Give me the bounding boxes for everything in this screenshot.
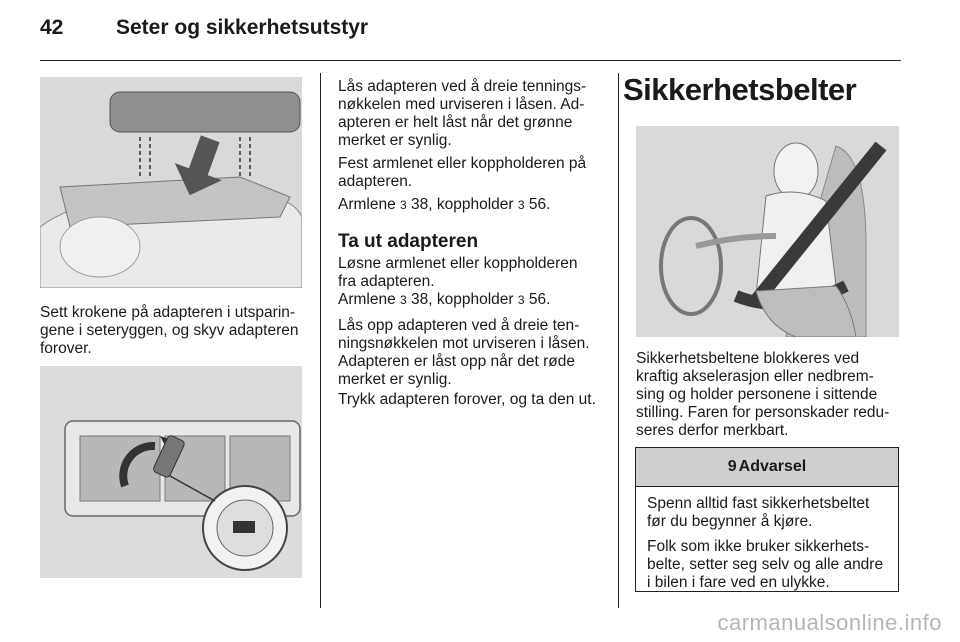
text-line: gene i seteryggen, og skyv adapteren [40,322,299,339]
watermark: carmanualsonline.info [717,610,942,635]
key-lock-illustration [40,366,302,578]
warning-icon: 9 [727,458,737,475]
text-line: merket er synlig. [338,371,452,388]
subheading-remove-adapter: Ta ut adapteren [338,231,479,252]
text-line: Lås opp adapteren ved å dreie ten- [338,317,580,334]
paragraph-seatbelt-intro [636,350,889,440]
paragraph-unlock-adapter [338,317,590,389]
column-divider-1 [320,73,321,608]
text-line: ningsnøkkelen mot urviseren i låsen. [338,335,590,352]
text-line: Spenn alltid fast sikkerhetsbeltet [647,495,870,512]
warning-header [636,448,898,487]
text-line: Fest armlenet eller koppholderen på [338,155,587,172]
text-line: Sett krokene på adapteren i utsparin- [40,304,296,321]
text-line: Folk som ikke bruker sikkerhets- [647,538,870,555]
section-heading-seat-belts: Sikkerhetsbelter [623,72,857,107]
text-line: belte, setter seg selv og alle andre [647,556,884,573]
text-fragment: 38, koppholder [406,291,518,308]
page-reference-icon: 3 [400,198,407,212]
column-divider-2 [618,73,619,608]
warning-paragraph [647,538,890,592]
text-line: før du begynner å kjøre. [647,513,813,530]
text-line: Lås adapteren ved å dreie tennings- [338,78,587,95]
text-line: merket er synlig. [338,132,452,149]
text-fragment: Armlene [338,196,401,213]
page-reference-icon: 3 [517,198,525,212]
warning-box [635,447,899,592]
text-line: kraftig akselerasjon eller nedbrem- [636,368,874,385]
text-line: sing og holder personene i sittende [636,386,878,403]
text-line: Løsne armlenet eller koppholderen [338,255,578,272]
text-line: Trykk adapteren forover, og ta den ut. [338,391,596,408]
warning-body [636,487,898,592]
paragraph-lock-adapter [338,78,586,150]
page-number: 42 [40,16,64,39]
text-line: adapteren. [338,173,413,190]
text-line: apteren er helt låst når det grønne [338,114,573,131]
text-fragment: 56. [524,291,551,308]
cross-reference-line [338,291,550,309]
text-line: forover. [40,340,92,357]
text-line: nøkkelen med urviseren i låsen. Ad- [338,96,585,113]
cross-reference-line [338,196,550,214]
caption-insert-adapter [40,304,299,358]
page-reference-icon: 3 [400,293,407,307]
warning-title: Advarsel [738,458,807,475]
paragraph-push-adapter [338,391,596,409]
page-reference-icon: 3 [517,293,525,307]
text-line: stilling. Faren for personskader redu- [636,404,890,421]
paragraph-release-armrest [338,255,578,291]
text-line: fra adapteren. [338,273,435,290]
text-line: Adapteren er låst opp når det røde [338,353,575,370]
text-fragment: Armlene [338,291,401,308]
text-line: i bilen i fare ved en ulykke. [647,574,830,591]
armrest-adapter-illustration [40,77,302,288]
text-fragment: 38, koppholder [406,196,518,213]
seatbelt-driver-illustration [636,126,899,337]
text-fragment: 56. [524,196,551,213]
page-title: Seter og sikkerhetsutstyr [116,16,369,39]
text-line: seres derfor merkbart. [636,422,789,439]
warning-paragraph [647,495,890,531]
text-line: Sikkerhetsbeltene blokkeres ved [636,350,860,367]
paragraph-attach-armrest [338,155,586,191]
header-rule [40,60,901,61]
